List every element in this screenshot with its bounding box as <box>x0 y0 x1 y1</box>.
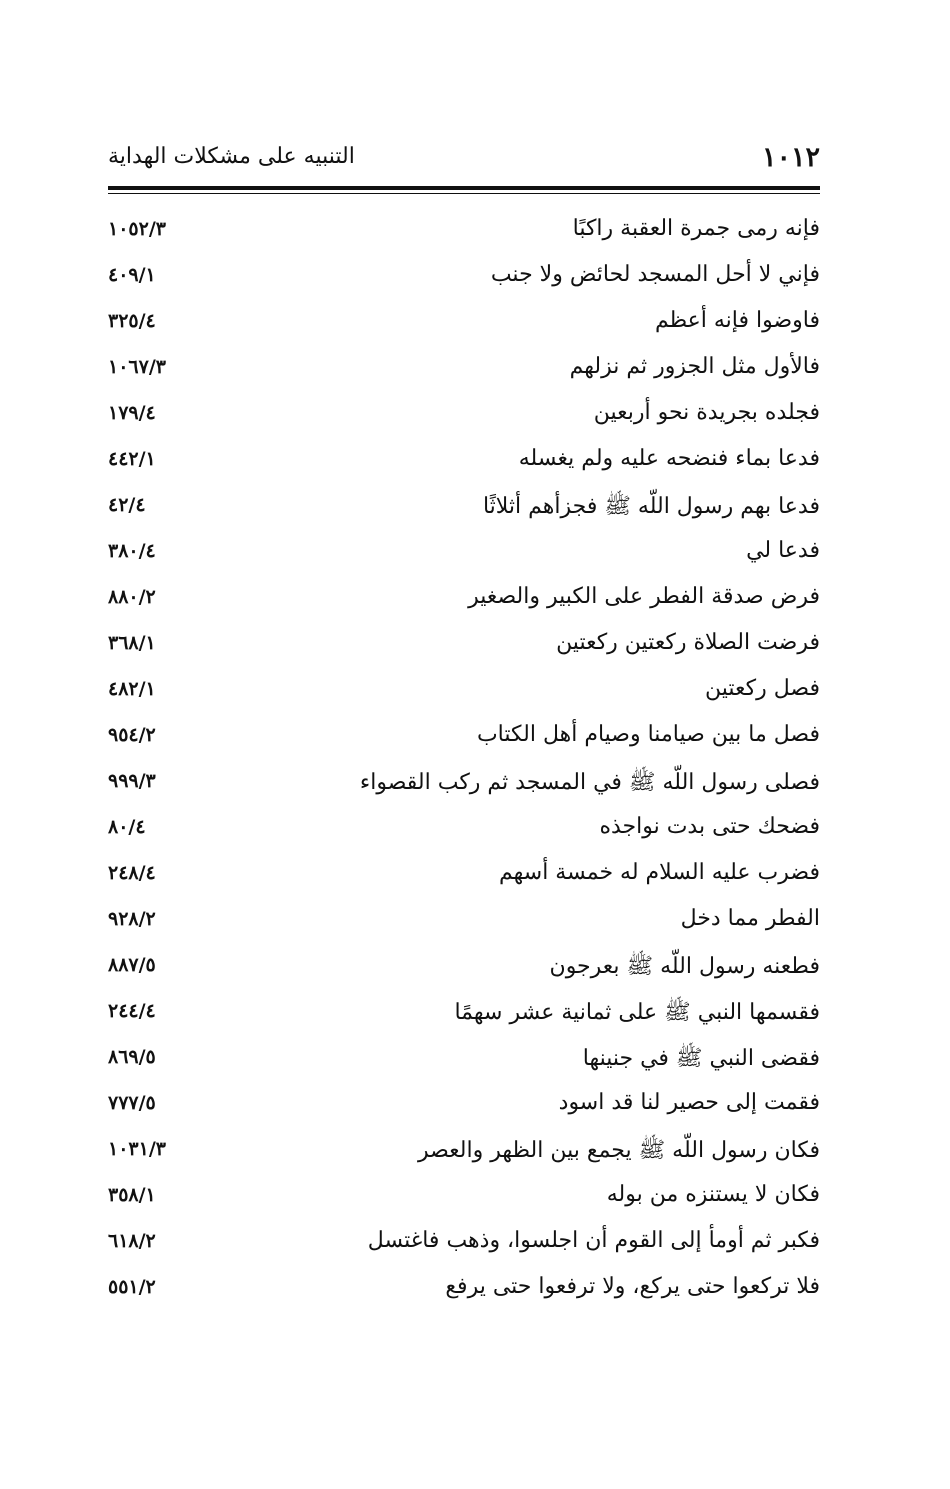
index-entry <box>108 576 820 622</box>
index-entry <box>108 438 820 484</box>
entry-text: فدعا لي <box>746 538 820 563</box>
index-entry <box>108 484 820 530</box>
index-entry <box>108 806 820 852</box>
entry-text: فصل ركعتين <box>705 676 820 701</box>
index-entry <box>108 668 820 714</box>
index-entry <box>108 1128 820 1174</box>
entry-reference: ١٠٦٧/٣ <box>108 356 166 378</box>
entry-text: فكان لا يستنزه من بوله <box>606 1182 820 1207</box>
entry-reference: ٢٤٨/٤ <box>108 862 156 884</box>
entry-text: فطعنه رسول اللّه ﷺ بعرجون <box>549 954 820 979</box>
entry-text: فجلده بجريدة نحو أربعين <box>593 400 820 425</box>
index-entry <box>108 760 820 806</box>
entry-reference: ٨٨٧/٥ <box>108 954 156 976</box>
entry-reference: ٥٥١/٢ <box>108 1276 156 1298</box>
entry-reference: ١٧٩/٤ <box>108 402 156 424</box>
index-entry <box>108 1220 820 1266</box>
entry-text: فإنه رمى جمرة العقبة راكبًا <box>572 216 820 241</box>
entry-reference: ٣٢٥/٤ <box>108 310 156 332</box>
entry-reference: ٩٢٨/٢ <box>108 908 156 930</box>
entry-reference: ٤٢/٤ <box>108 494 146 516</box>
index-entry <box>108 944 820 990</box>
entry-reference: ١٠٣١/٣ <box>108 1138 166 1160</box>
entry-text: فضرب عليه السلام له خمسة أسهم <box>498 860 820 885</box>
entry-reference: ٤٤٢/١ <box>108 448 156 470</box>
hadith-index-list <box>108 208 820 1312</box>
entry-text: فقمت إلى حصير لنا قد اسود <box>558 1090 820 1115</box>
entry-text: فكبر ثم أومأ إلى القوم أن اجلسوا، وذهب فاغتسل <box>367 1228 820 1253</box>
entry-text: فالأول مثل الجزور ثم نزلهم <box>569 354 820 379</box>
entry-text: فدعا بهم رسول اللّه ﷺ فجزأهم أثلاثًا <box>482 494 820 519</box>
entry-text: فلا تركعوا حتى يركع، ولا ترفعوا حتى يرفع <box>445 1274 820 1299</box>
page-number: ١٠١٢ <box>761 142 820 173</box>
entry-reference: ٣٨٠/٤ <box>108 540 156 562</box>
entry-text: فضحك حتى بدت نواجذه <box>599 814 820 839</box>
entry-reference: ٨٠/٤ <box>108 816 146 838</box>
entry-reference: ٤٠٩/١ <box>108 264 156 286</box>
entry-reference: ٨٨٠/٢ <box>108 586 156 608</box>
entry-reference: ٩٥٤/٢ <box>108 724 156 746</box>
entry-reference: ١٠٥٢/٣ <box>108 218 166 240</box>
index-entry <box>108 990 820 1036</box>
entry-text: فإني لا أحل المسجد لحائض ولا جنب <box>490 262 820 287</box>
entry-reference: ٦١٨/٢ <box>108 1230 156 1252</box>
entry-reference: ٣٦٨/١ <box>108 632 156 654</box>
index-entry <box>108 1036 820 1082</box>
entry-text: فكان رسول اللّه ﷺ يجمع بين الظهر والعصر <box>417 1138 820 1163</box>
entry-reference: ٧٧٧/٥ <box>108 1092 156 1114</box>
index-entry <box>108 714 820 760</box>
entry-text: فقسمها النبي ﷺ على ثمانية عشر سهمًا <box>454 1000 820 1025</box>
index-entry <box>108 1266 820 1312</box>
index-entry <box>108 1082 820 1128</box>
entry-reference: ٤٨٢/١ <box>108 678 156 700</box>
index-entry <box>108 346 820 392</box>
index-entry <box>108 254 820 300</box>
entry-reference: ٩٩٩/٣ <box>108 770 156 792</box>
index-entry <box>108 1174 820 1220</box>
header-rule-thin <box>108 193 820 194</box>
entry-text: الفطر مما دخل <box>680 906 820 931</box>
index-entry <box>108 898 820 944</box>
entry-text: فصلى رسول اللّه ﷺ في المسجد ثم ركب القصواء <box>359 770 820 795</box>
index-entry <box>108 208 820 254</box>
entry-text: فرض صدقة الفطر على الكبير والصغير <box>468 584 820 609</box>
book-title: التنبيه على مشكلات الهداية <box>108 144 355 169</box>
entry-reference: ٢٤٤/٤ <box>108 1000 156 1022</box>
entry-text: فقضى النبي ﷺ في جنينها <box>582 1046 820 1071</box>
running-header <box>108 138 820 178</box>
entry-text: فصل ما بين صيامنا وصيام أهل الكتاب <box>476 722 820 747</box>
entry-text: فدعا بماء فنضحه عليه ولم يغسله <box>518 446 820 471</box>
index-entry <box>108 530 820 576</box>
entry-text: فرضت الصلاة ركعتين ركعتين <box>556 630 820 655</box>
entry-reference: ٣٥٨/١ <box>108 1184 156 1206</box>
index-entry <box>108 622 820 668</box>
header-rule-thick <box>108 186 820 190</box>
entry-text: فاوضوا فإنه أعظم <box>654 308 820 333</box>
index-entry <box>108 852 820 898</box>
entry-reference: ٨٦٩/٥ <box>108 1046 156 1068</box>
index-entry <box>108 300 820 346</box>
index-entry <box>108 392 820 438</box>
